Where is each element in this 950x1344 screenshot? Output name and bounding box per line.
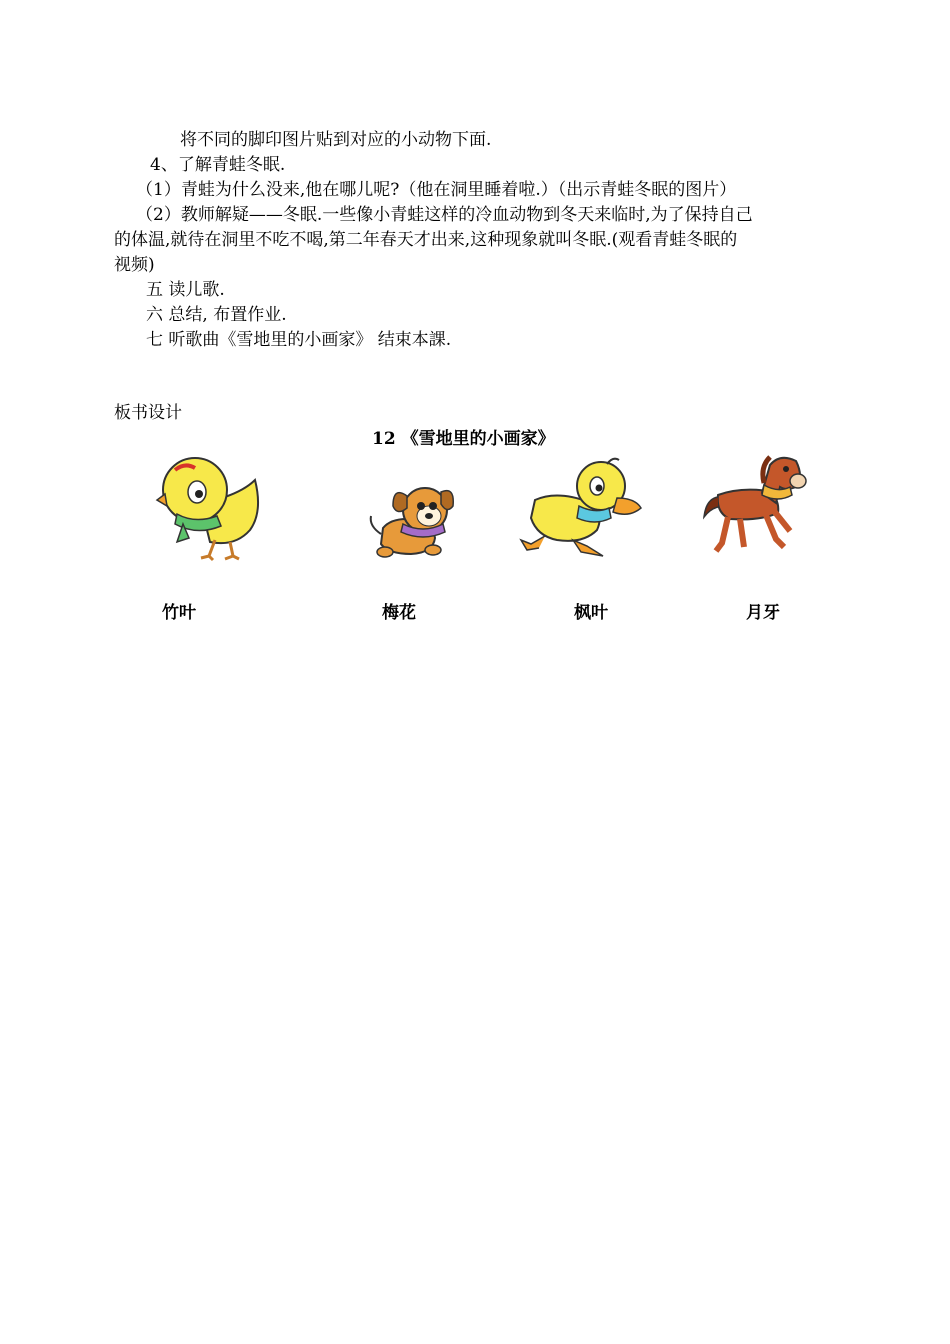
body-line-9: 七 听歌曲《雪地里的小画家》 结束本課.: [146, 330, 452, 350]
body-line-4: （2）教师解疑——冬眠.一些像小青蛙这样的冷血动物到冬天来临时,为了保持自己: [136, 205, 753, 225]
body-line-1: 将不同的脚印图片贴到对应的小动物下面.: [180, 130, 492, 150]
chick-icon: [155, 452, 267, 562]
horse-icon: [700, 447, 808, 557]
board-title: 12 《雪地里的小画家》: [372, 429, 555, 449]
body-line-7: 五 读儿歌.: [146, 280, 225, 300]
label-crescent-moon: 月牙: [746, 603, 780, 623]
body-line-8: 六 总结, 布置作业.: [146, 305, 287, 325]
puppy-icon: [363, 478, 463, 560]
body-line-6: 视频): [114, 255, 155, 275]
duck-icon: [517, 456, 645, 560]
body-line-3: （1）青蛙为什么没来,他在哪儿呢?（他在洞里睡着啦.）（出示青蛙冬眠的图片）: [136, 180, 737, 200]
label-maple-leaf: 枫叶: [574, 603, 608, 623]
body-line-2: 4、了解青蛙冬眠.: [150, 155, 286, 175]
label-bamboo-leaf: 竹叶: [162, 603, 196, 623]
board-design-heading: 板书设计: [114, 403, 182, 423]
body-line-5: 的体温,就待在洞里不吃不喝,第二年春天才出来,这种现象就叫冬眠.(观看青蛙冬眠的: [114, 230, 738, 250]
label-plum-blossom: 梅花: [382, 603, 416, 623]
